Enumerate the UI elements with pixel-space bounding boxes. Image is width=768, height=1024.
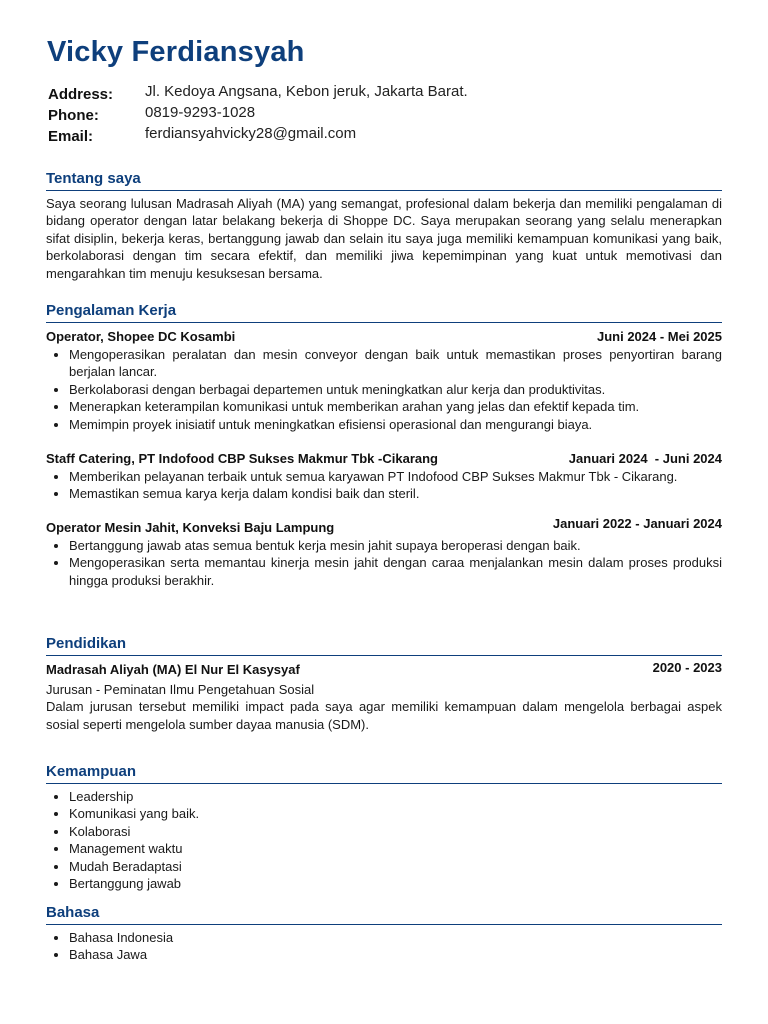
skills-section [46, 763, 722, 892]
candidate-name: Vicky Ferdiansyah [47, 36, 305, 68]
language-item: • Bahasa Jawa [69, 946, 722, 963]
education-period: 2020 - 2023 [652, 660, 722, 675]
email-value: ferdiansyahvicky28@gmail.com [145, 125, 357, 142]
skill-item: • Leadership [69, 788, 722, 805]
contact-info [48, 83, 468, 146]
job-bullet: • Memastikan semua karya kerja dalam kondisi baik dan steril. [69, 485, 722, 502]
education-desc: Dalam jurusan tersebut memiliki impact pada saya agar memiliki kemampuan dalam mengelola berbagai aspek sosial seperti mengelola sumber dayaa manusia (SDM). [46, 699, 722, 732]
job-role: Operator, Shopee DC Kosambi [46, 329, 236, 344]
job-entry [46, 328, 722, 433]
job-role: Operator Mesin Jahit, Konveksi Baju Lampung [46, 519, 335, 535]
phone-label: Phone: [48, 107, 99, 124]
job-bullet: • Berkolaborasi dengan berbagai departemen untuk meningkatkan alur kerja dan produktivitas. [69, 381, 722, 398]
job-header [46, 450, 722, 467]
job-bullet: • Menerapkan keterampilan komunikasi untuk memberikan arahan yang jelas dan efektif kepada tim. [69, 398, 722, 415]
job-bullets [46, 346, 722, 433]
job-bullets [46, 468, 722, 503]
about-text: Saya seorang lulusan Madrasah Aliyah (MA) yang semangat, profesional dalam bekerja dan memiliki pengalaman di bidang operator dengan latar belakang bekerja di Shoppe DC. Saya merupakan seorang yang selalu menerapkan sifat disiplin, bekerja keras, bertanggung jawab dan selain itu saya juga memiliki kemampuan komunikasi yang baik, berkolaborasi dengan tim secara efektif, dan memiliki jiwa kepemimpinan yang kuat untuk memotivasi dan mengarahkan tim menuju kesuksesan bersama. [46, 196, 722, 281]
job-header [46, 515, 722, 536]
school-name: Madrasah Aliyah (MA) El Nur El Kasysyaf [46, 662, 300, 677]
job-entry [46, 515, 722, 589]
education-title: Pendidikan [46, 635, 722, 656]
job-period: Januari 2022 - Januari 2024 [552, 515, 722, 531]
skill-item: • Mudah Beradaptasi [69, 858, 722, 875]
about-section [46, 170, 722, 282]
job-bullet: • Mengoperasikan serta memantau kinerja mesin jahit dengan caraa menjalankan mesin dalam proses produksi hingga produksi berakhir. [69, 554, 722, 589]
job-header [46, 328, 722, 345]
job-period: Juni 2024 - Mei 2025 [596, 329, 722, 344]
skills-list [46, 788, 722, 892]
languages-section [46, 904, 722, 964]
about-title: Tentang saya [46, 170, 722, 191]
address-value: Jl. Kedoya Angsana, Kebon jeruk, Jakarta Barat. [145, 83, 468, 100]
skills-title: Kemampuan [46, 763, 722, 784]
phone-value: 0819-9293-1028 [145, 104, 256, 121]
job-bullet: • Memimpin proyek inisiatif untuk meningkatkan efisiensi operasional dan mengurangi biaya. [69, 416, 722, 433]
skill-item: • Kolaborasi [69, 823, 722, 840]
skill-item: • Management waktu [69, 840, 722, 857]
job-bullet: • Mengoperasikan peralatan dan mesin conveyor dengan baik untuk memastikan proses penyortiran barang berjalan lancar. [69, 346, 722, 381]
languages-title: Bahasa [46, 904, 722, 925]
skill-item: • Bertanggung jawab [69, 875, 722, 892]
languages-list [46, 929, 722, 964]
job-bullet: • Bertanggung jawab atas semua bentuk kerja mesin jahit supaya beroperasi dengan baik. [69, 537, 722, 554]
address-row [48, 83, 468, 104]
language-item: • Bahasa Indonesia [69, 929, 722, 946]
job-entry [46, 450, 722, 503]
email-label: Email: [48, 128, 94, 145]
email-row [48, 125, 468, 146]
phone-row [48, 104, 468, 125]
skill-item: • Komunikasi yang baik. [69, 805, 722, 822]
job-bullet: • Memberikan pelayanan terbaik untuk semua karyawan PT Indofood CBP Sukses Makmur Tbk - Cikarang. [69, 468, 722, 485]
education-major: Jurusan - Peminatan Ilmu Pengetahuan Sosial [46, 682, 315, 697]
experience-section [46, 302, 722, 589]
education-section [46, 635, 722, 733]
job-role: Staff Catering, PT Indofood CBP Sukses Makmur Tbk -Cikarang [46, 451, 438, 467]
address-label: Address: [48, 86, 114, 103]
job-bullets [46, 537, 722, 589]
experience-title: Pengalaman Kerja [46, 302, 722, 323]
job-period: Januari 2024 - Juni 2024 [568, 451, 722, 467]
education-header [46, 661, 722, 678]
